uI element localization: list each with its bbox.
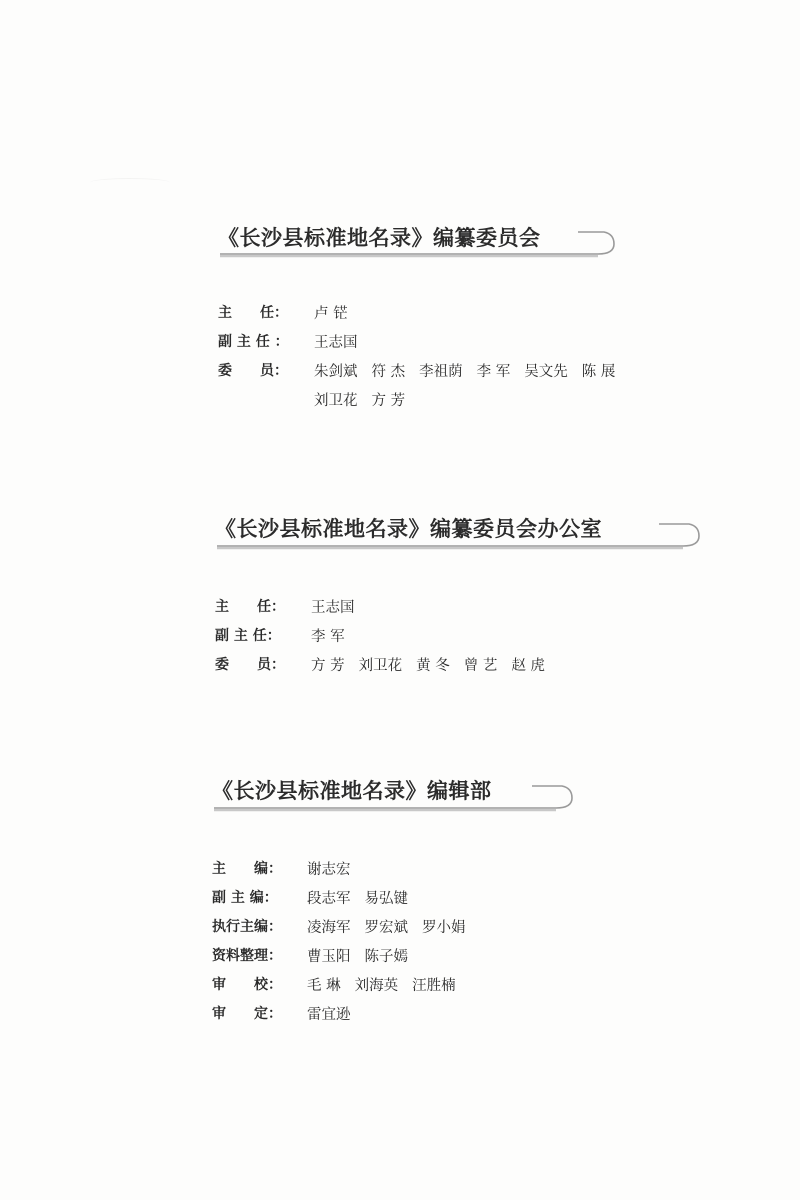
person-name: 毛 琳: [307, 978, 341, 994]
role-names: [314, 302, 348, 323]
section-title: 《长沙县标准地名录》编纂委员会办公室: [215, 516, 602, 541]
role-row: [212, 887, 632, 916]
section-heading: [218, 222, 638, 262]
person-name: 李祖荫: [419, 364, 463, 380]
role-label: 主 任：: [215, 599, 285, 615]
section-title: 《长沙县标准地名录》编辑部: [212, 778, 492, 803]
role-label: 资料整理：: [212, 948, 282, 964]
person-name: 雷宜逊: [307, 1007, 351, 1023]
person-name: 段志军: [307, 891, 351, 907]
section-heading: [215, 513, 715, 553]
role-names: [307, 1003, 351, 1024]
heading-underline: [212, 775, 582, 815]
member-list: [218, 302, 678, 418]
person-name: 曹玉阳: [307, 949, 351, 965]
role-names: [311, 654, 545, 675]
person-name: 汪胜楠: [412, 978, 456, 994]
person-name: 符 杰: [371, 364, 406, 380]
role-names: [307, 858, 351, 879]
role-names: [307, 945, 408, 966]
role-label: 执行主编：: [212, 919, 282, 935]
role-row: [212, 1003, 632, 1032]
person-name: 赵 虎: [511, 658, 545, 674]
role-label: 副 主 编：: [212, 890, 278, 906]
role-row-continuation: [218, 389, 678, 418]
role-row: [215, 625, 675, 654]
section-editorial-committee: [218, 222, 638, 409]
role-row: [212, 916, 632, 945]
person-name: 王志国: [314, 335, 358, 351]
person-name: 罗宏斌: [364, 920, 408, 936]
role-label: 副 主 任 ：: [218, 334, 289, 350]
person-name: 易弘键: [364, 891, 408, 907]
person-name: 黄 冬: [416, 658, 450, 674]
section-title: 《长沙县标准地名录》编纂委员会: [218, 225, 541, 250]
role-names: [311, 625, 345, 646]
role-row: [218, 360, 678, 389]
person-name: 方 芳: [371, 393, 406, 409]
role-names: [314, 360, 615, 381]
role-label: 审 校：: [212, 977, 282, 993]
person-name: 卢 铓: [314, 306, 348, 322]
role-names: [314, 389, 419, 410]
role-row: [215, 596, 675, 625]
role-row: [218, 331, 678, 360]
role-label: 副 主 任：: [215, 628, 281, 644]
section-heading: [212, 775, 592, 815]
role-row: [212, 858, 632, 887]
person-name: 刘卫花: [358, 658, 403, 674]
role-names: [311, 596, 355, 617]
person-name: 刘卫花: [314, 393, 358, 409]
role-label: 主 编：: [212, 861, 282, 877]
role-label: 委 员：: [218, 363, 288, 379]
member-list: [212, 858, 632, 1032]
role-label: 审 定：: [212, 1006, 282, 1022]
role-row: [215, 654, 675, 683]
person-name: 吴文先: [524, 364, 568, 380]
role-row: [212, 945, 632, 974]
person-name: 李 军: [476, 364, 511, 380]
person-name: 罗小娟: [422, 920, 466, 936]
person-name: 朱剑斌: [314, 364, 358, 380]
role-label: 委 员：: [215, 657, 285, 673]
role-names: [314, 331, 358, 352]
person-name: 方 芳: [311, 658, 345, 674]
heading-underline: [218, 222, 618, 262]
section-editorial-department: [212, 775, 592, 1023]
person-name: 刘海英: [354, 978, 399, 994]
person-name: 陈子嫣: [364, 949, 408, 965]
person-name: 谢志宏: [307, 862, 351, 878]
heading-underline: [215, 513, 705, 553]
role-label: 主 任：: [218, 305, 288, 321]
person-name: 李 军: [311, 629, 345, 645]
role-names: [307, 887, 408, 908]
person-name: 陈 展: [581, 364, 616, 380]
member-list: [215, 596, 675, 683]
person-name: 凌海军: [307, 920, 351, 936]
person-name: 王志国: [311, 600, 355, 616]
person-name: 曾 艺: [463, 658, 498, 674]
role-row: [218, 302, 678, 331]
role-row: [212, 974, 632, 1003]
role-names: [307, 974, 456, 995]
scan-smudge: [90, 178, 170, 187]
role-names: [307, 916, 466, 937]
section-committee-office: [215, 513, 715, 674]
